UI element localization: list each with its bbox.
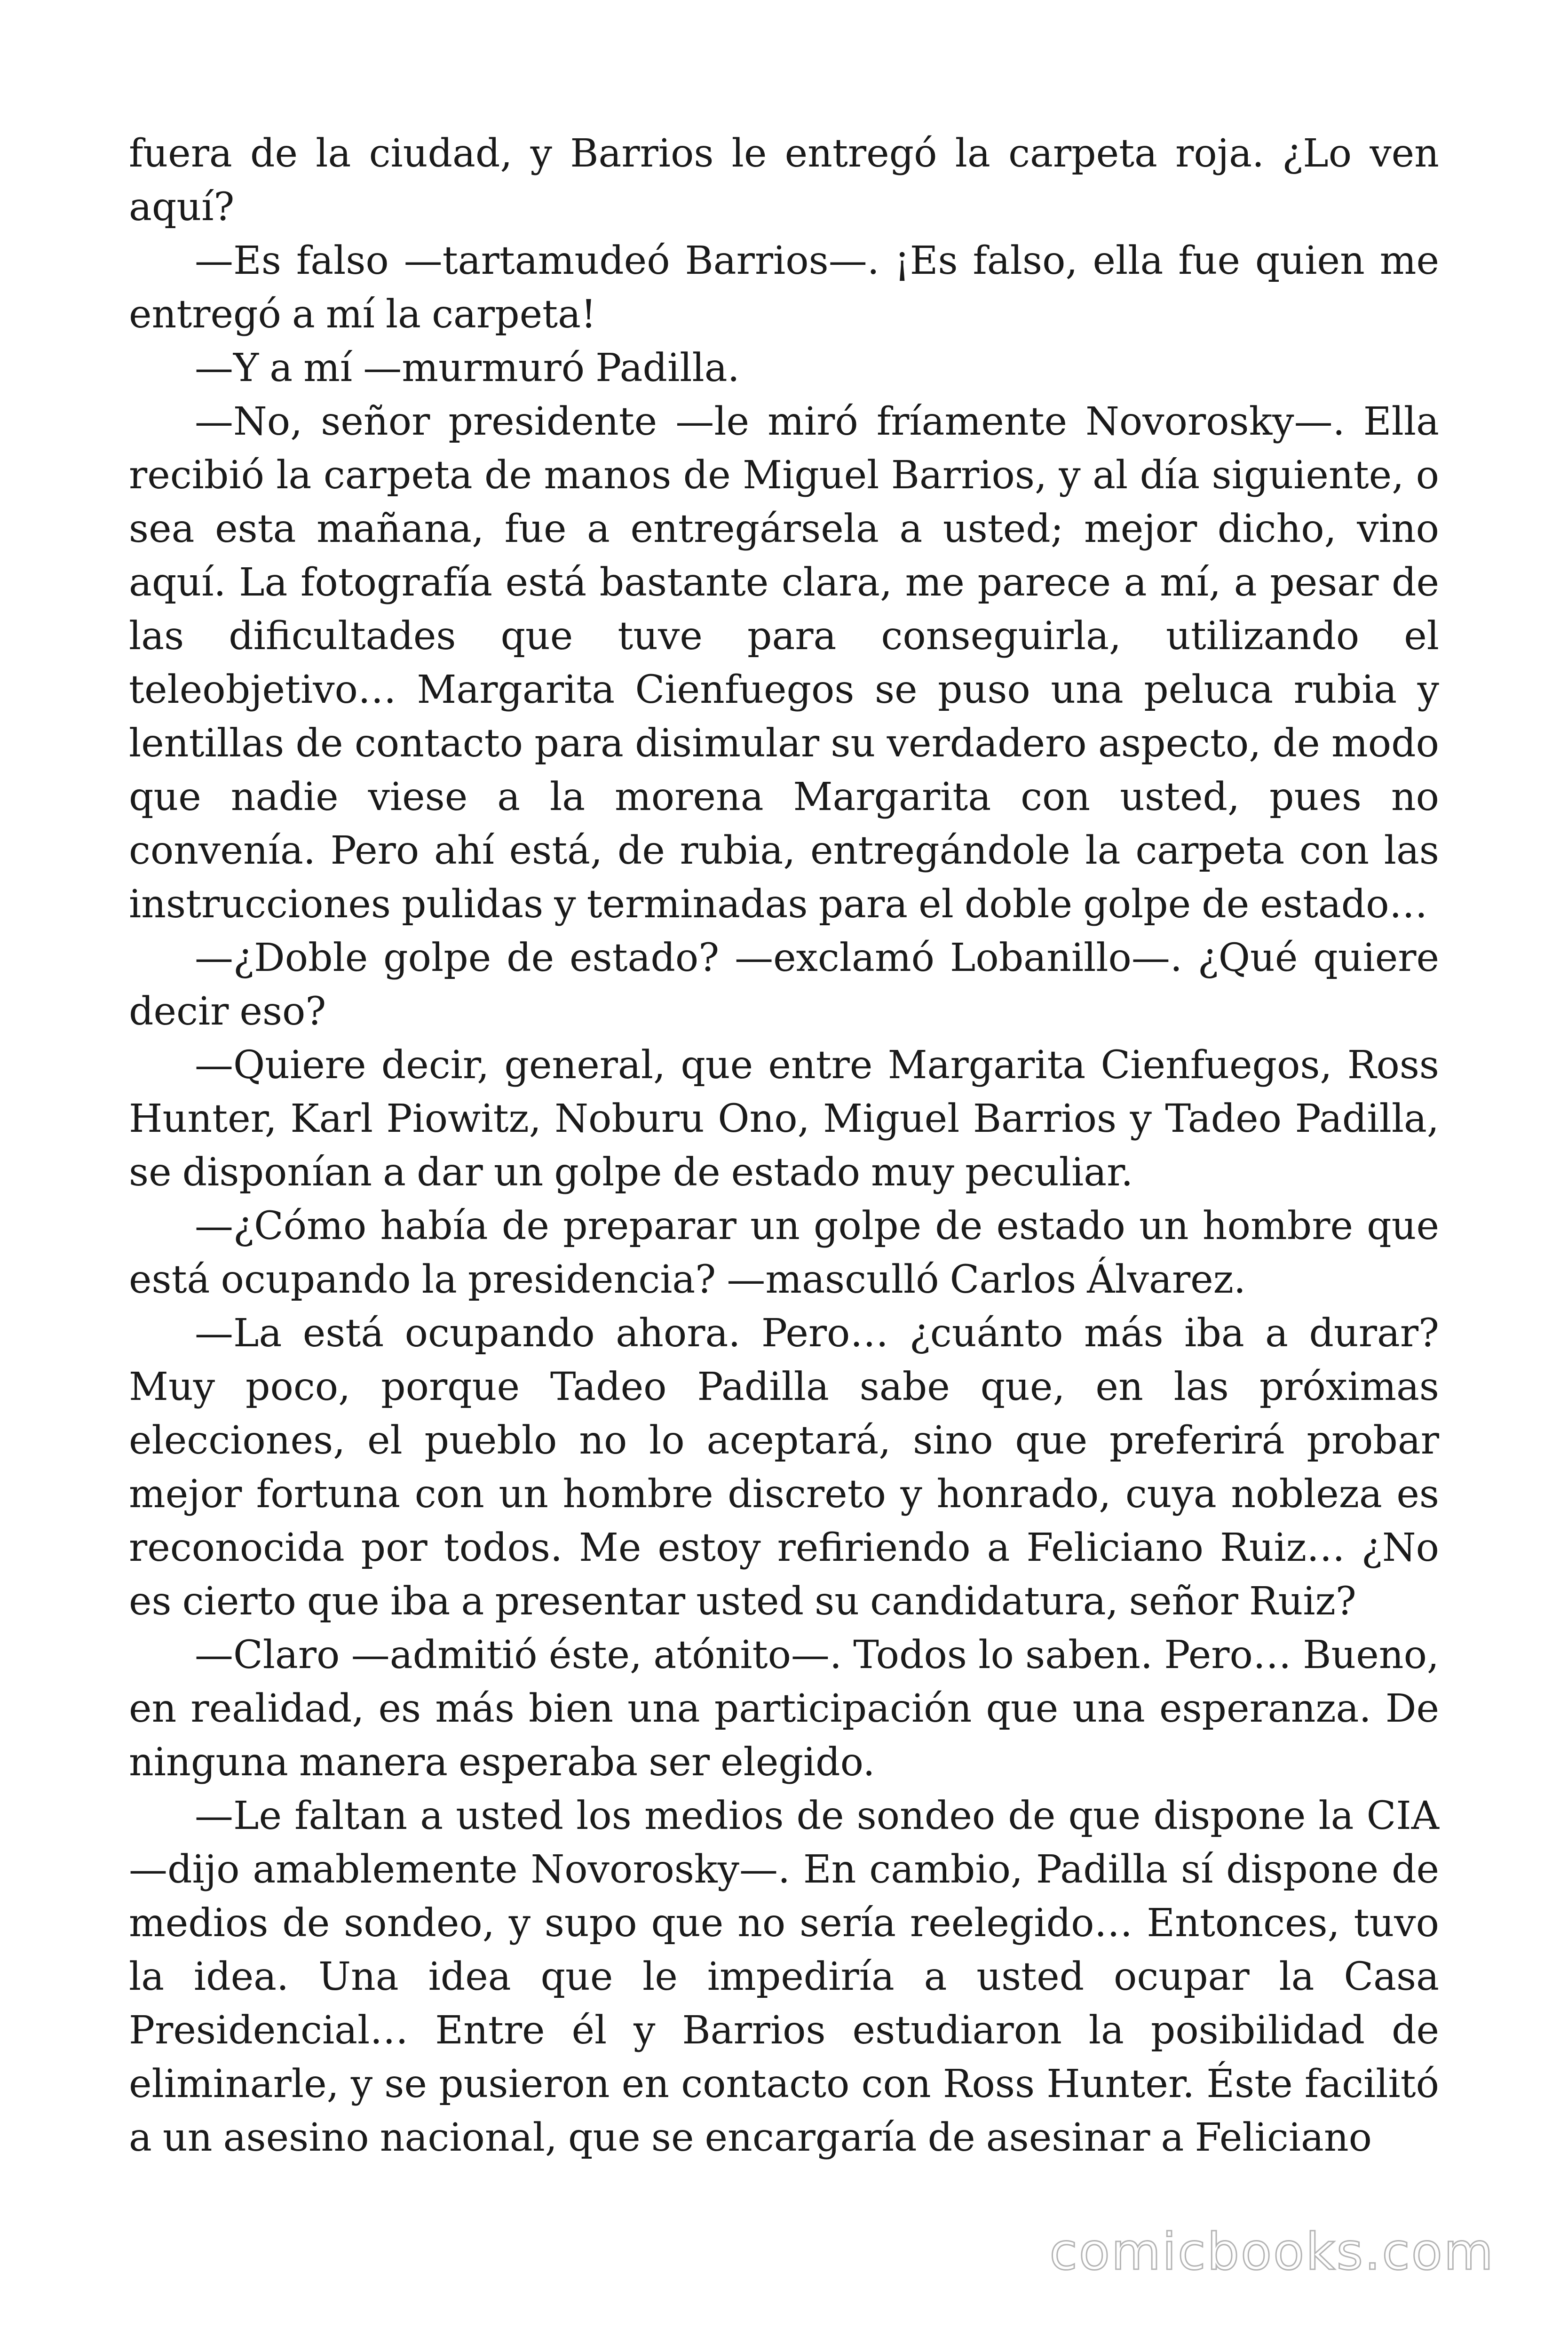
- paragraph: —Y a mí —murmuró Padilla.: [195, 346, 740, 390]
- paragraph: —¿Cómo había de preparar un golpe de estado un hombre que está ocupando la presidencia? —masculló Carlos Álvarez.: [129, 1204, 1439, 1302]
- paragraph: —No, señor presidente —le miró fríamente Novorosky—. Ella recibió la carpeta de manos de Miguel Barrios, y al día siguiente, o sea esta mañana, fue a entregársela a usted; mejor dicho, vino aquí. La fotografía está bastante clara, me parece a mí, a pesar de las dificultades que tuve para conseguirla, utilizando el teleobjetivo… Margarita Cienfuegos se puso una peluca rubia y lentillas de contacto para disimular su verdadero aspecto, de modo que nadie viese a la morena Margarita con usted, pues no convenía. Pero ahí está, de rubia, entregándole la carpeta con las instrucciones pulidas y terminadas para el doble golpe de estado…: [129, 399, 1439, 927]
- watermark: comicbooks.com: [1049, 2223, 1495, 2281]
- paragraph: —La está ocupando ahora. Pero… ¿cuánto más iba a durar? Muy poco, porque Tadeo Padilla sabe que, en las próximas elecciones, el pueblo no lo aceptará, sino que preferirá probar mejor fortuna con un hombre discreto y honrado, cuya nobleza es reconocida por todos. Me estoy refiriendo a Feliciano Ruiz… ¿No es cierto que iba a presentar usted su candidatura, señor Ruiz?: [129, 1311, 1439, 1624]
- body-text: [129, 127, 1439, 2165]
- paragraph-continued: fuera de la ciudad, y Barrios le entregó la carpeta roja. ¿Lo ven aquí?: [129, 131, 1439, 230]
- paragraph: —Es falso —tartamudeó Barrios—. ¡Es falso, ella fue quien me entregó a mí la carpeta!: [129, 238, 1439, 337]
- paragraph: —Le faltan a usted los medios de sondeo de que dispone la CIA —dijo amablemente Novorosky—. En cambio, Padilla sí dispone de medios de sondeo, y supo que no sería reelegido… Entonces, tuvo la idea. Una idea que le impediría a usted ocupar la Casa Presidencial… Entre él y Barrios estudiaron la posibilidad de eliminarle, y se pusieron en contacto con Ross Hunter. Éste facilitó a un asesino nacional, que se encargaría de asesinar a Feliciano: [129, 1794, 1439, 2160]
- paragraph: —Quiere decir, general, que entre Margarita Cienfuegos, Ross Hunter, Karl Piowitz, Noburu Ono, Miguel Barrios y Tadeo Padilla, se disponían a dar un golpe de estado muy peculiar.: [129, 1043, 1439, 1195]
- paragraph: —Claro —admitió éste, atónito—. Todos lo saben. Pero… Bueno, en realidad, es más bien una participación que una esperanza. De ninguna manera esperaba ser elegido.: [129, 1633, 1439, 1785]
- paragraph: —¿Doble golpe de estado? —exclamó Lobanillo—. ¿Qué quiere decir eso?: [129, 936, 1439, 1034]
